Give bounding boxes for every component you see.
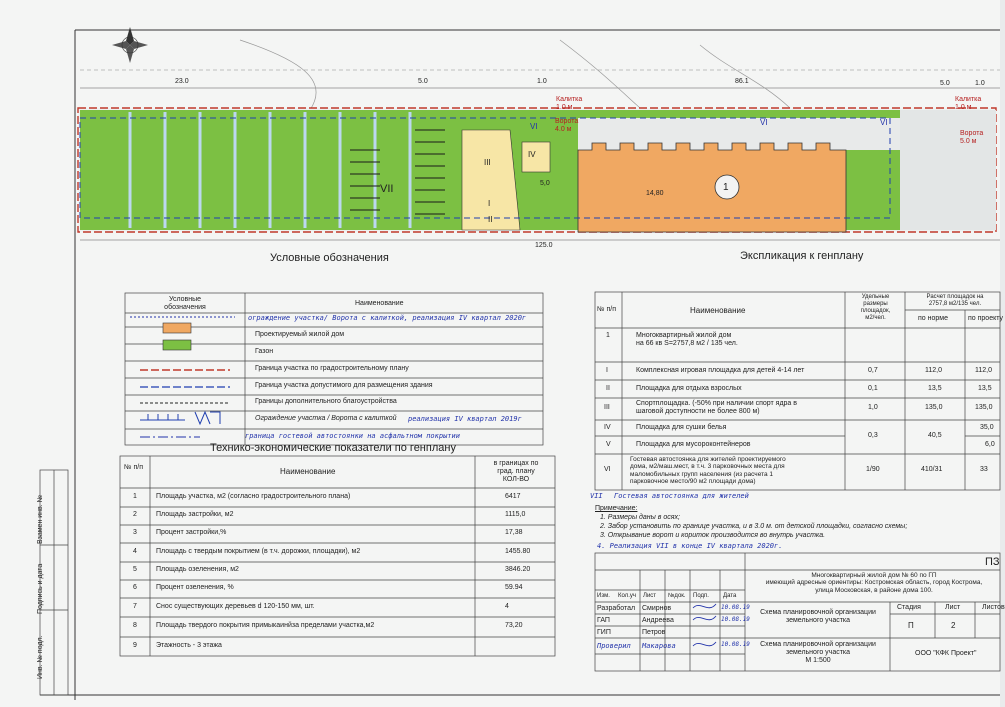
expl-n-6: V xyxy=(606,441,611,448)
expl-norm-3: 13,5 xyxy=(928,385,942,392)
expl-name-3: Площадка для отдыха взрослых xyxy=(636,385,742,392)
expl-head-num: № п/п xyxy=(597,306,616,313)
zone-vi-3: VI xyxy=(880,118,888,127)
dim-50c: 5,0 xyxy=(540,180,550,187)
expl-name-8: Гостевая автостоянка для жителей xyxy=(614,492,749,500)
expl-proj-4: 135,0 xyxy=(975,404,993,411)
dim-1b: 1.0 xyxy=(975,80,985,87)
stamp-role-3: ГИП xyxy=(597,629,611,636)
tep-n-4: 4 xyxy=(133,548,137,555)
tep-n-9: 9 xyxy=(133,642,137,649)
tep-n-5: 5 xyxy=(133,566,137,573)
dim-125: 125.0 xyxy=(535,242,553,249)
gate-label-2: Ворота 4.0 м xyxy=(555,118,579,134)
zone-iii: III xyxy=(484,158,491,167)
tep-n-8: 8 xyxy=(133,622,137,629)
stamp-date-4: 10.08.19 xyxy=(721,641,750,648)
stamp-date-1: 10.08.19 xyxy=(721,604,750,611)
stamp-head-sign: Подп. xyxy=(693,593,709,599)
north-arrow-icon xyxy=(112,27,148,63)
tep-val-2: 1115,0 xyxy=(505,511,526,518)
note-3: 3. Открывание ворот и кориток производится во внутрь участка. xyxy=(600,532,826,539)
expl-proj-5: 35,0 xyxy=(980,424,994,431)
stamp-role-1: Разработал xyxy=(597,605,636,612)
side-sign: Подпись и дата xyxy=(36,563,44,615)
tep-name-8: Площадь твердого покрытия примыкаинйза пределами участка,м2 xyxy=(156,622,375,629)
tep-val-6: 59.94 xyxy=(505,584,523,591)
zone-vii: VII xyxy=(380,183,394,195)
zone-ii: II xyxy=(488,215,493,224)
stamp-role-4: Проверил xyxy=(597,642,631,650)
legend-title: Условные обозначения xyxy=(270,252,389,264)
tep-val-7: 4 xyxy=(505,603,509,610)
expl-name-5: Площадка для сушки белья xyxy=(636,424,727,431)
tep-name-6: Процент озеленения, % xyxy=(156,584,234,591)
expl-name-4: Спортплощадка. (-50% при наличии спорт ядра в шаговой доступности не более 800 м) xyxy=(636,400,797,416)
tep-n-3: 3 xyxy=(133,529,137,536)
dim-23: 23.0 xyxy=(175,78,189,85)
stamp-head-doc: №док. xyxy=(668,593,686,599)
playground-iv xyxy=(522,142,550,172)
expl-size-4: 1,0 xyxy=(868,404,878,411)
expl-norm-5: 40,5 xyxy=(928,432,942,439)
stamp-head-kol: Кол.уч xyxy=(618,593,636,599)
tep-name-1: Площадь участка, м2 (согласно градостроительного плана) xyxy=(156,493,351,500)
tep-name-3: Процент застройки,% xyxy=(156,529,227,536)
tep-name-4: Площадь с твердым покрытием (в т.ч. дорожки, площадки), м2 xyxy=(156,548,361,555)
stamp-name-4: Макарова xyxy=(642,642,676,650)
stamp-org: ООО "КФК Проект" xyxy=(915,650,977,657)
tep-val-4: 1455.80 xyxy=(505,548,531,555)
legend-head-name: Наименование xyxy=(355,300,404,307)
zone-iv: IV xyxy=(528,150,536,159)
tep-name-2: Площадь застройки, м2 xyxy=(156,511,234,518)
dim-86: 86.1 xyxy=(735,78,749,85)
legend-row-6: Границы дополнительного благоустройства xyxy=(255,398,397,405)
tep-n-7: 7 xyxy=(133,603,137,610)
gate-label-3: Калитка 1.0 м xyxy=(955,96,982,112)
expl-head-norm: по норме xyxy=(918,315,948,322)
stamp-sheet-title-2: Схема планировочной организации земельного участка М 1:500 xyxy=(760,641,876,665)
tep-n-2: 2 xyxy=(133,511,137,518)
contour-lines xyxy=(240,40,790,110)
stamp-sheet-title: Схема планировочной организации земельного участка xyxy=(760,609,876,625)
expl-n-4: III xyxy=(604,404,610,411)
expl-n-5: IV xyxy=(604,424,611,431)
expl-name-7: Гостевая автостоянка для жителей проектируемого дома, м2/маш.мест, в т.ч. 3 парковочных места для маломобильных групп населения (из расчета 1 парковочное место/90 м2 площади дома) xyxy=(630,456,786,486)
expl-n-8: VII xyxy=(590,492,603,500)
tep-val-8: 73,20 xyxy=(505,622,523,629)
legend-row-5: Граница участка допустимого для размещения здания xyxy=(255,382,433,389)
side-inv: Взамен инв. № xyxy=(36,494,44,545)
stamp-role-2: ГАП xyxy=(597,617,610,624)
note-handwritten: 4. Реализация VII в конце IV квартала 2020г. xyxy=(597,542,783,550)
stamp-name-2: Андреева xyxy=(642,617,674,624)
stamp-name-1: Смирнов xyxy=(642,605,672,612)
tep-name-9: Этажность - 3 этажа xyxy=(156,642,222,649)
legend-row-2: Проектируемый жилой дом xyxy=(255,331,345,338)
expl-head-calc: Расчет площадок на 2757,8 м2/135 чел. xyxy=(926,294,984,307)
gate-label-1: Калитка 1.0 м xyxy=(556,96,583,112)
expl-head-size: Удельные размеры площадок, м2/чел. xyxy=(860,294,891,321)
expl-n-2: I xyxy=(606,367,608,374)
expl-proj-6: 6,0 xyxy=(985,441,995,448)
stamp-head-list: Лист xyxy=(643,593,657,599)
expl-n-7: VI xyxy=(604,466,611,473)
tep-val-1: 6417 xyxy=(505,493,521,500)
stamp-date-2: 10.08.19 xyxy=(721,616,750,623)
dim-5: 5.0 xyxy=(418,78,428,85)
tep-head-name: Наименование xyxy=(280,467,336,476)
stamp-sheets-label: Листов xyxy=(982,604,1005,611)
entry-road xyxy=(900,110,996,230)
tep-head-value: в границах по град. плану КОЛ-ВО xyxy=(493,460,539,484)
expl-size-5: 0,3 xyxy=(868,432,878,439)
building-1 xyxy=(578,143,846,232)
stamp-sheet: 2 xyxy=(951,621,956,630)
stamp-code: ПЗ xyxy=(985,556,1000,568)
zone-i: I xyxy=(488,199,491,208)
tep-val-3: 17,38 xyxy=(505,529,523,536)
tep-name-7: Снос существующих деревьев d 120-150 мм, шт. xyxy=(156,603,315,610)
legend-row-7-note: реализация IV квартал 2019г xyxy=(408,415,522,423)
legend-row-8: граница гостевой автостоянки на асфальтном покрытии xyxy=(245,432,460,440)
dim-1: 1.0 xyxy=(537,78,547,85)
expl-head-proj: по проекту xyxy=(968,315,1004,322)
zone-vi-1: VI xyxy=(530,122,538,131)
stamp-stage: П xyxy=(908,621,914,630)
tep-name-5: Площадь озеленения, м2 xyxy=(156,566,239,573)
expl-norm-4: 135,0 xyxy=(925,404,943,411)
expl-size-2: 0,7 xyxy=(868,367,878,374)
legend-row-7: Ограждение участка / Ворота с калиткой xyxy=(255,415,397,422)
expl-head-name: Наименование xyxy=(690,306,746,315)
legend-row-1: ограждение участка/ Ворота с калиткой, реализация IV квартал 2020г xyxy=(248,314,527,322)
tep-val-5: 3846.20 xyxy=(505,566,531,573)
tep-head-num: № п/п xyxy=(124,464,143,471)
expl-proj-2: 112,0 xyxy=(975,367,992,374)
legend-row-3: Газон xyxy=(255,348,274,355)
legend-head-symbol: Условные обозначения xyxy=(164,296,206,312)
zone-vi-2: VI xyxy=(760,118,768,127)
side-inv-podl: Инв. № подл. xyxy=(36,635,44,680)
stamp-description: Многоквартирный жилой дом № 60 по ГП имеющий адресные ориентиры: Костромская область, город Кострома, улица Московская, в районе дома 100. xyxy=(765,572,983,594)
stamp-sheet-label: Лист xyxy=(945,604,961,611)
expl-proj-7: 33 xyxy=(980,466,988,473)
stamp-head-izm: Изм. xyxy=(597,593,610,599)
expl-norm-2: 112,0 xyxy=(925,367,942,374)
expl-n-3: II xyxy=(606,385,610,392)
expl-name-1: Многоквартирный жилой дом на 66 кв S=2757,8 м2 / 135 чел. xyxy=(636,332,738,348)
dim-1480: 14,80 xyxy=(646,190,664,197)
dim-5b: 5.0 xyxy=(940,80,950,87)
expl-n-1: 1 xyxy=(606,332,610,339)
stamp-head-date: Дата xyxy=(723,593,737,599)
note-1: 1. Размеры даны в осях; xyxy=(600,514,680,521)
expl-name-2: Комплексная игровая площадка для детей 4-14 лет xyxy=(636,367,805,374)
tep-n-6: 6 xyxy=(133,584,137,591)
gate-label-4: Ворота 5.0 м xyxy=(960,130,984,146)
expl-proj-3: 13,5 xyxy=(978,385,992,392)
notes-title: Примечание: xyxy=(595,505,638,512)
stamp-stage-label: Стадия xyxy=(897,604,921,611)
tep-n-1: 1 xyxy=(133,493,137,500)
expl-title: Экспликация к генплану xyxy=(740,250,864,262)
building-number: 1 xyxy=(723,182,729,193)
legend-row-4: Граница участка по градостроительному плану xyxy=(255,365,409,372)
tep-title: Технико-экономические показатели по генплану xyxy=(210,442,456,454)
expl-norm-7: 410/31 xyxy=(921,466,943,473)
expl-size-3: 0,1 xyxy=(868,385,878,392)
expl-name-6: Площадка для мусороконтейнеров xyxy=(636,441,751,448)
expl-size-7: 1/90 xyxy=(866,466,880,473)
stamp-name-3: Петров xyxy=(642,629,666,636)
note-2: 2. Забор установить по границе участка, и в 3.0 м. от детской площадки, согласно схемы; xyxy=(600,523,908,530)
